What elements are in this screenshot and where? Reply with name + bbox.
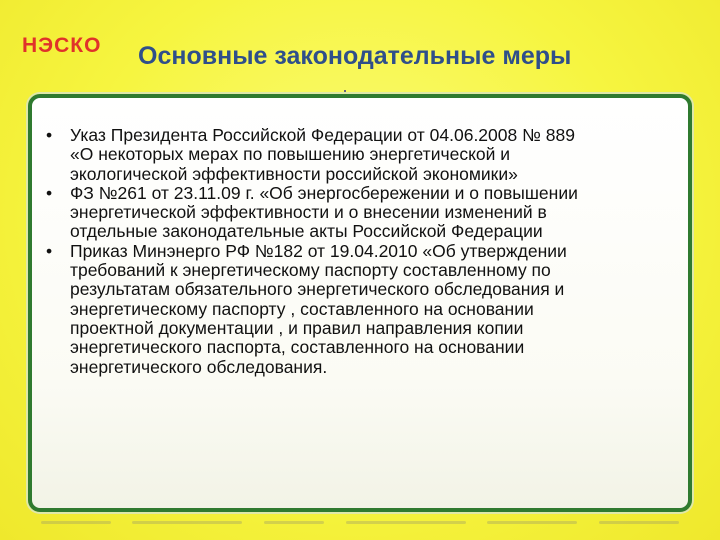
list-item [46,126,646,184]
footer-mark [41,521,111,524]
list-item-line: Указ Президента Российской Федерации от 04.06.2008 № 889 [70,125,575,145]
list-item [46,184,646,242]
footer-mark [599,521,679,524]
list-item-line: требований к энергетическому паспорту составленному по [70,260,551,281]
bullet-icon: • [46,240,53,261]
footer-mark [346,521,466,524]
list-item-line: энергетическому паспорту , составленного на основании [70,298,534,319]
list-item-line: проектной документации , и правил направления копии [70,317,524,338]
company-logo: НЭСКО [22,34,102,57]
list-item-line: ФЗ №261 от 23.11.09 г. «Об энергосбережении и о повышении [70,182,578,203]
bullet-icon: • [46,125,53,145]
measures-list [46,126,646,377]
list-item [46,242,646,377]
footer-mark [264,521,324,524]
list-item-line: энергетического обследования. [70,356,328,377]
footer-mark [487,521,577,524]
list-item-line: экологической эффективности российской экономики» [70,163,518,184]
list-item-line: энергетического паспорта, составленного на основании [70,337,525,358]
list-item-line: отдельные законодательные акты Российской Федерации [70,221,543,242]
list-item-line: Приказ Минэнерго РФ №182 от 19.04.2010 «Об утверждении [70,240,567,261]
footer-decoration [0,515,720,529]
decorative-dot [344,90,346,92]
bullet-icon: • [46,182,53,203]
list-item-line: энергетической эффективности и о внесении изменений в [70,202,547,223]
footer-mark [132,521,242,524]
list-item-line: «О некоторых мерах по повышению энергетической и [70,144,511,165]
slide-title: Основные законодательные меры [138,42,572,70]
list-item-line: результатам обязательного энергетического обследования и [70,279,565,300]
